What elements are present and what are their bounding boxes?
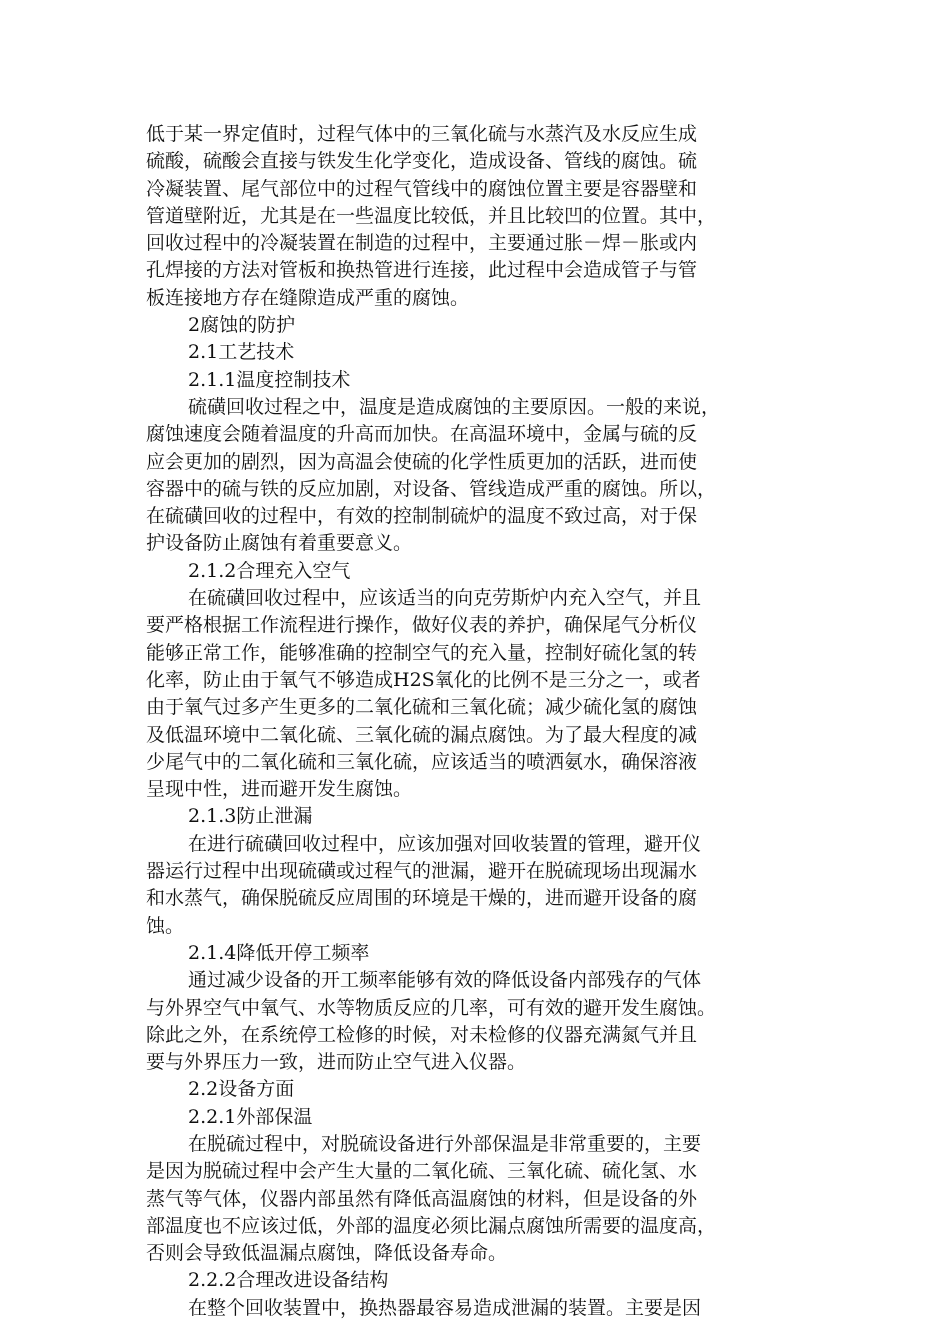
text-line: 2.2.1外部保温 <box>188 1105 313 1128</box>
text-line: 蒸气等气体，仪器内部虽然有降低高温腐蚀的材料，但是设备的外 <box>146 1187 698 1210</box>
text-line: 2.1工艺技术 <box>188 341 295 364</box>
text-line: 2.1.3防止泄漏 <box>188 805 313 828</box>
text-line: 回收过程中的冷凝装置在制造的过程中，主要通过胀－焊－胀或内 <box>146 232 698 255</box>
text-line: 硫磺回收过程之中，温度是造成腐蚀的主要原因。一般的来说， <box>188 395 721 418</box>
text-line: 与外界空气中氧气、水等物质反应的几率，可有效的避开发生腐蚀。 <box>146 996 717 1019</box>
text-line: 硫酸，硫酸会直接与铁发生化学变化，造成设备、管线的腐蚀。硫 <box>146 150 698 173</box>
text-line: 呈现中性，进而避开发生腐蚀。 <box>146 778 413 801</box>
text-line: 少尾气中的二氧化硫和三氧化硫，应该适当的喷洒氨水，确保溶液 <box>146 750 698 773</box>
text-line: 要与外界压力一致，进而防止空气进入仪器。 <box>146 1051 527 1074</box>
text-line: 护设备防止腐蚀有着重要意义。 <box>146 532 413 555</box>
text-line: 由于氧气过多产生更多的二氧化硫和三氧化硫；减少硫化氢的腐蚀 <box>146 696 698 719</box>
text-line: 容器中的硫与铁的反应加剧，对设备、管线造成严重的腐蚀。所以， <box>146 477 717 500</box>
text-line: 2.1.2合理充入空气 <box>188 559 351 582</box>
text-line: 低于某一界定值时，过程气体中的三氧化硫与水蒸汽及水反应生成 <box>146 123 698 145</box>
text-line: 器运行过程中出现硫磺或过程气的泄漏，避开在脱硫现场出现漏水 <box>146 860 698 883</box>
text-line: 除此之外，在系统停工检修的时候，对未检修的仪器充满氮气并且 <box>146 1023 698 1046</box>
text-line: 化率，防止由于氧气不够造成H2S氧化的比例不是三分之一，或者 <box>146 668 701 691</box>
text-line: 2.1.1温度控制技术 <box>188 368 351 391</box>
text-line: 在脱硫过程中，对脱硫设备进行外部保温是非常重要的，主要 <box>188 1132 702 1155</box>
text-line: 在整个回收装置中，换热器最容易造成泄漏的装置。主要是因 <box>188 1296 702 1319</box>
text-line: 冷凝装置、尾气部位中的过程气管线中的腐蚀位置主要是容器壁和 <box>146 177 698 200</box>
text-line: 孔焊接的方法对管板和换热管进行连接，此过程中会造成管子与管 <box>146 259 698 282</box>
text-line: 能够正常工作，能够准确的控制空气的充入量，控制好硫化氢的转 <box>146 641 698 664</box>
text-line: 2腐蚀的防护 <box>188 314 296 337</box>
text-line: 管道壁附近，尤其是在一些温度比较低，并且比较凹的位置。其中， <box>146 204 717 227</box>
text-line: 通过减少设备的开工频率能够有效的降低设备内部残存的气体 <box>188 969 702 992</box>
text-line: 及低温环境中二氧化硫、三氧化硫的漏点腐蚀。为了最大程度的减 <box>146 723 698 746</box>
text-line: 2.1.4降低开停工频率 <box>188 941 370 964</box>
text-line: 2.2设备方面 <box>188 1078 295 1101</box>
text-line: 部温度也不应该过低，外部的温度必须比漏点腐蚀所需要的温度高， <box>146 1214 717 1237</box>
text-line: 2.2.2合理改进设备结构 <box>188 1269 389 1292</box>
text-line: 腐蚀速度会随着温度的升高而加快。在高温环境中，金属与硫的反 <box>146 423 698 446</box>
text-line: 和水蒸气，确保脱硫反应周围的环境是干燥的，进而避开设备的腐 <box>146 887 698 910</box>
text-line: 在硫磺回收过程中，应该适当的向克劳斯炉内充入空气，并且 <box>188 587 702 610</box>
text-line: 要严格根据工作流程进行操作，做好仪表的养护，确保尾气分析仪 <box>146 614 698 637</box>
text-line: 蚀。 <box>146 914 185 937</box>
text-line: 否则会导致低温漏点腐蚀，降低设备寿命。 <box>146 1242 508 1265</box>
text-line: 在进行硫磺回收过程中，应该加强对回收装置的管理，避开仪 <box>188 832 702 855</box>
text-line: 是因为脱硫过程中会产生大量的二氧化硫、三氧化硫、硫化氢、水 <box>146 1160 698 1183</box>
text-line: 应会更加的剧烈，因为高温会使硫的化学性质更加的活跃，进而使 <box>146 450 698 473</box>
document-body <box>146 121 812 1322</box>
text-line: 板连接地方存在缝隙造成严重的腐蚀。 <box>146 286 470 309</box>
text-line: 在硫磺回收的过程中，有效的控制制硫炉的温度不致过高，对于保 <box>146 505 698 528</box>
